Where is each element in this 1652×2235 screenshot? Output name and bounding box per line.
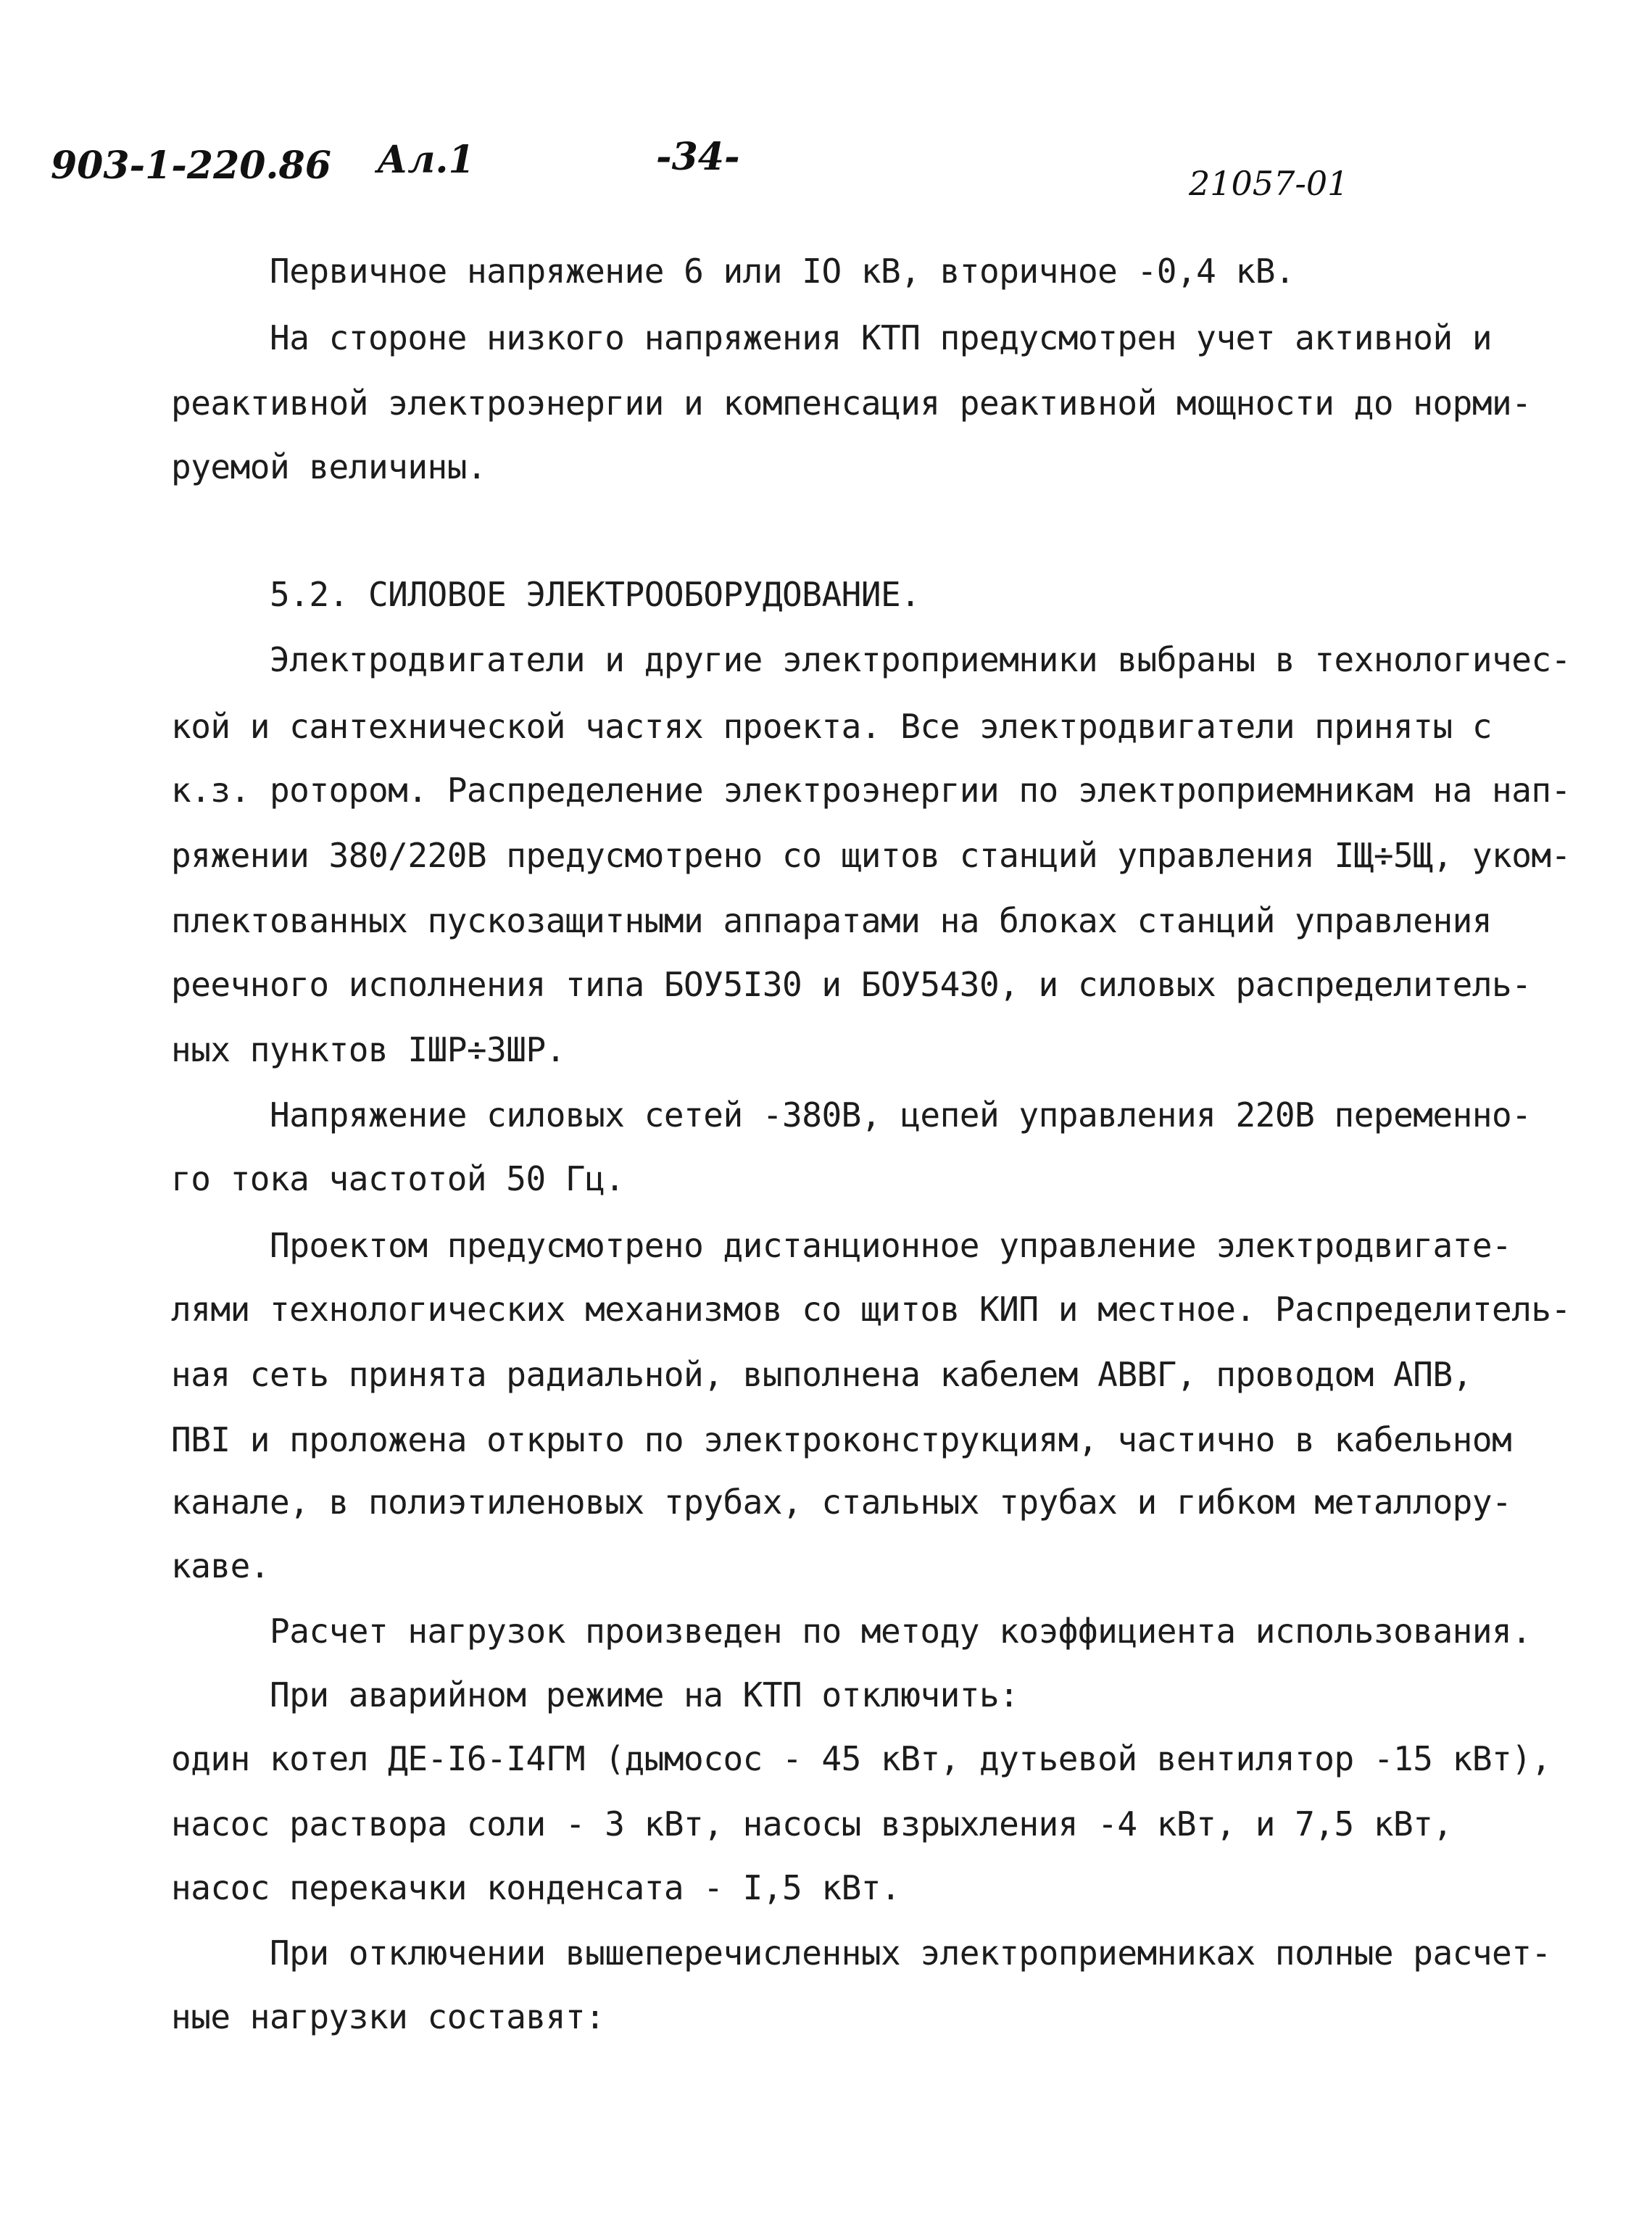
text-line: Проектом предусмотрено дистанционное управление электродвигате- — [270, 1226, 1512, 1265]
text-line: канале, в полиэтиленовых трубах, стальных трубах и гибком металлору- — [171, 1483, 1512, 1522]
text-line: каве. — [171, 1546, 270, 1585]
text-line: ных пунктов IШР÷3ШР. — [171, 1030, 565, 1069]
text-line: насос раствора соли - 3 кВт, насосы взрыхления -4 кВт, и 7,5 кВт, — [171, 1804, 1453, 1844]
section-heading: 5.2. СИЛОВОЕ ЭЛЕКТРООБОРУДОВАНИЕ. — [270, 575, 921, 614]
text-line: Расчет нагрузок произведен по методу коэффициента использования. — [270, 1612, 1532, 1651]
text-line: к.з. ротором. Распределение электроэнергии по электроприемникам на нап- — [171, 771, 1571, 810]
text-line: го тока частотой 50 Гц. — [171, 1159, 625, 1198]
text-line: реактивной электроэнергии и компенсация реактивной мощности до норми- — [171, 383, 1532, 423]
text-line: При отключении вышеперечисленных электроприемниках полные расчет- — [270, 1933, 1551, 1973]
document-number: 21057-01 — [1189, 164, 1349, 203]
sheet-label: Ал.1 — [377, 138, 475, 182]
text-line: Первичное напряжение 6 или IO кВ, вторичное -0,4 кВ. — [270, 252, 1295, 291]
text-line: реечного исполнения типа БОУ5I30 и БОУ5430, и силовых распределитель- — [171, 965, 1532, 1004]
text-line: плектованных пускозащитными аппаратами на блоках станций управления — [171, 901, 1493, 940]
page-number: -34- — [656, 135, 740, 179]
text-line: Электродвигатели и другие электроприемники выбраны в технологичес- — [270, 640, 1571, 679]
text-line: кой и сантехнической частях проекта. Все электродвигатели приняты с — [171, 707, 1493, 746]
text-line: лями технологических механизмов со щитов КИП и местное. Распределитель- — [171, 1290, 1571, 1329]
text-line: Напряжение силовых сетей -380В, цепей управления 220В переменно- — [270, 1095, 1532, 1135]
text-line: ные нагрузки составят: — [171, 1997, 605, 2036]
text-line: насос перекачки конденсата - I,5 кВт. — [171, 1868, 901, 1907]
text-line: руемой величины. — [171, 447, 487, 486]
text-line: На стороне низкого напряжения КТП предусмотрен учет активной и — [270, 318, 1493, 357]
text-line: ряжении 380/220В предусмотрено со щитов станций управления IЩ÷5Щ, уком- — [171, 836, 1571, 875]
document-code: 903-1-220.86 — [51, 144, 331, 188]
text-line: один котел ДЕ-I6-I4ГМ (дымосос - 45 кВт, дутьевой вентилятор -15 кВт), — [171, 1739, 1551, 1778]
text-line: ная сеть принята радиальной, выполнена кабелем АВВГ, проводом АПВ, — [171, 1355, 1472, 1394]
text-line: При аварийном режиме на КТП отключить: — [270, 1675, 1019, 1714]
text-line: ПВI и проложена открыто по электроконструкциям, частично в кабельном — [171, 1420, 1512, 1459]
